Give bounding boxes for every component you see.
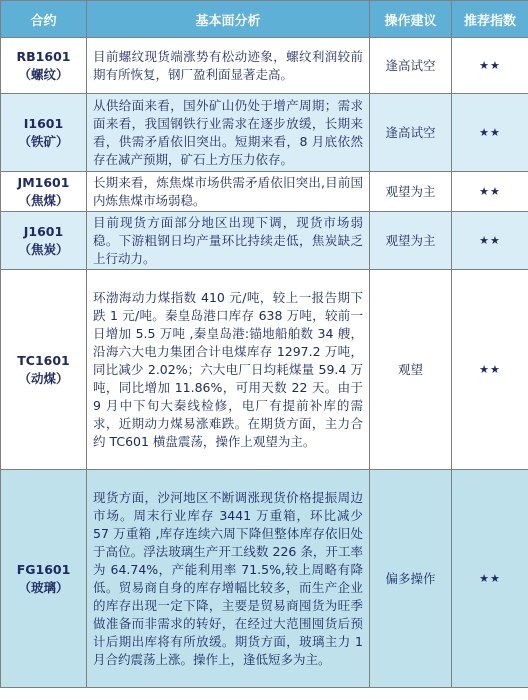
contract-code: JM1601 (17, 174, 70, 190)
contract-name: （焦煤） (18, 192, 69, 208)
contract-name: （螺纹） (18, 66, 69, 82)
contract-cell (1, 38, 87, 94)
contract-code: J1601 (23, 223, 64, 239)
rating-stars: ★★ (452, 172, 528, 212)
analysis-cell: 环渤海动力煤指数 410 元/吨，较上一报告期下跌 1 元/吨。秦皇岛港口库存 638 万吨，较前一日增加 5.5 万吨 ,秦皇岛港:锚地船舶数 34 艘，沿海六大电力集团合计电煤库存 1297.2 万吨，同比减少 2.02%；六大电厂日均耗煤量 59.4 万吨，同比增加 11.86%，可用天数 22 天。由于 9 月中下旬大秦线检修，电厂有提前补库的需求，近期动力煤易涨难跌。在期货方面，主力合约 TC601 横盘震荡，操作上观望为主。 (87, 270, 370, 470)
table-row (1, 38, 528, 94)
header-rating: 推荐指数 (452, 1, 528, 38)
contract-cell (1, 94, 87, 172)
contract-cell (1, 172, 87, 212)
advice-cell: 观望为主 (370, 172, 452, 212)
contract-code: I1601 (23, 115, 64, 131)
advice-cell: 逢高试空 (370, 94, 452, 172)
header-row (1, 1, 528, 38)
contract-cell (1, 212, 87, 270)
contract-code: FG1601 (16, 561, 71, 577)
rating-stars: ★★ (452, 212, 528, 270)
rating-stars: ★★ (452, 38, 528, 94)
contract-code: RB1601 (16, 48, 71, 64)
analysis-cell: 长期来看，炼焦煤市场供需矛盾依旧突出,目前国内炼焦煤市场弱稳。 (87, 172, 370, 212)
analysis-cell: 现货方面，沙河地区不断调涨现货价格提振周边市场。周末行业库存 3441 万重箱，环比减少 57 万重箱 ,库存连续六周下降但整体库存依旧处于高位。浮法玻璃生产开工线数 226 条，开工率为 64.74%，产能利用率 71.5%,较上周略有降低。贸易商自身的库存增幅比较多，而生产企业的库存出现一定下降，主要是贸易商囤货为旺季做准备而非需求的转好，在经过大范围囤货后预计后期出库将有所放缓。期货方面，玻璃主力 1 月合约震荡上涨。操作上，逢低短多为主。 (87, 470, 370, 688)
contract-cell (1, 470, 87, 688)
header-advice: 操作建议 (370, 1, 452, 38)
contract-name: （玻璃） (18, 579, 69, 595)
contract-name: （焦炭） (18, 241, 69, 257)
header-contract: 合约 (1, 1, 87, 38)
advice-cell: 偏多操作 (370, 470, 452, 688)
advice-cell: 观望为主 (370, 212, 452, 270)
rating-stars: ★★ (452, 94, 528, 172)
contract-name: （铁矿） (18, 133, 69, 149)
contract-code: TC1601 (17, 352, 70, 368)
rating-stars: ★★ (452, 470, 528, 688)
advice-cell: 观望 (370, 270, 452, 470)
rating-stars: ★★ (452, 270, 528, 470)
table-row (1, 94, 528, 172)
table-row (1, 270, 528, 470)
analysis-cell: 目前现货方面部分地区出现下调，现货市场弱稳。下游粗钢日均产量环比持续走低，焦炭缺乏上行动力。 (87, 212, 370, 270)
table-row (1, 470, 528, 688)
table-row (1, 212, 528, 270)
header-analysis: 基本面分析 (87, 1, 370, 38)
advice-cell: 逢高试空 (370, 38, 452, 94)
contract-cell (1, 270, 87, 470)
analysis-cell: 从供给面来看，国外矿山仍处于增产周期；需求面来看，我国钢铁行业需求在逐步放缓，长期来看，供需矛盾依旧突出。短期来看，8 月底依然存在减产预期，矿石上方压力依存。 (87, 94, 370, 172)
table-row (1, 172, 528, 212)
analysis-cell: 目前螺纹现货端涨势有松动迹象，螺纹利润较前期有所恢复，钢厂盈利面显著走高。 (87, 38, 370, 94)
contract-name: （动煤） (18, 370, 69, 386)
